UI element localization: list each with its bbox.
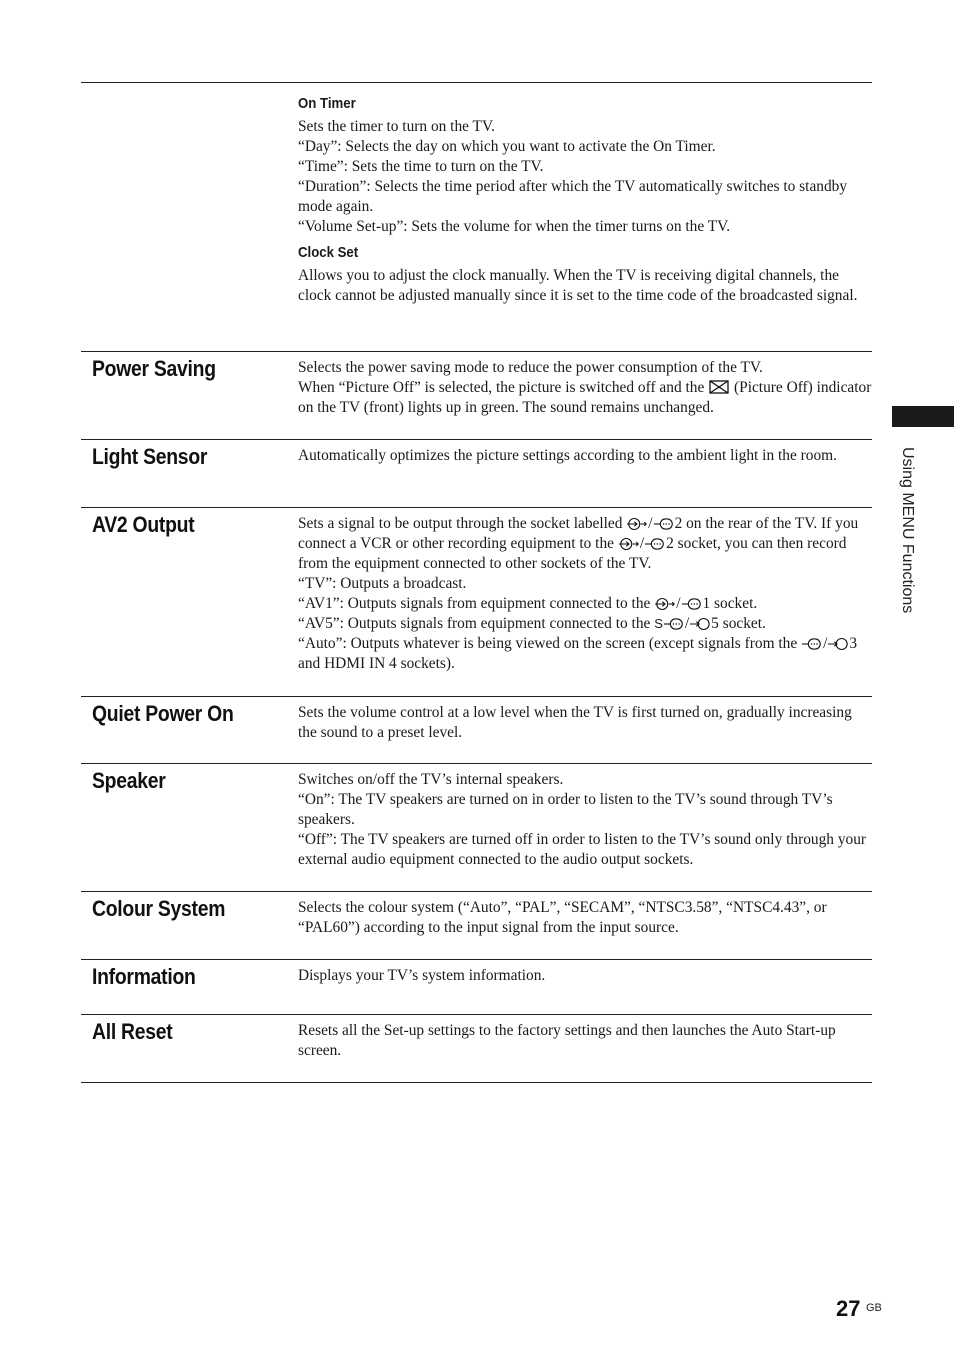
av2-text: Sets a signal to be output through the socket labelled	[298, 515, 623, 532]
information-title: Information	[92, 964, 196, 989]
information-text: Displays your TV’s system information.	[298, 967, 546, 984]
all-reset-text: Resets all the Set-up settings to the factory settings and then launches the Auto Start-up screen.	[298, 1022, 836, 1059]
on-timer-heading: On Timer	[298, 95, 356, 112]
colour-system-text: Selects the colour system (“Auto”, “PAL”, “SECAM”, “NTSC3.58”, “NTSC4.43”, or “PAL60”) according to the input signal from the input source.	[298, 899, 827, 936]
av2-av1-option: 1 socket.	[702, 595, 758, 612]
component-out-icon	[801, 637, 823, 651]
colour-system-row	[81, 891, 872, 959]
power-saving-row	[81, 351, 872, 439]
information-row	[81, 959, 872, 1014]
clock-set-heading: Clock Set	[298, 244, 359, 261]
on-timer-line: Sets the timer to turn on the TV.	[298, 118, 495, 135]
speaker-row	[81, 763, 872, 891]
speaker-line: Switches on/off the TV’s internal speakers.	[298, 771, 564, 788]
av2-text: 2 on the rear of the TV. If you connect a VCR or other recording equipment to the	[298, 515, 859, 552]
light-sensor-text: Automatically optimizes the picture settings according to the ambient light in the room.	[298, 447, 837, 464]
av2-auto-option: 3 and HDMI IN 4 sockets).	[298, 635, 858, 672]
timer-row	[81, 82, 872, 351]
on-timer-line: “Volume Set-up”: Sets the volume for when the timer turns on the TV.	[298, 218, 731, 235]
scart-in-icon	[654, 597, 676, 611]
quiet-power-on-title: Quiet Power On	[92, 701, 234, 726]
power-saving-text: (Picture Off) indicator on the TV (front) lights up in green. The sound remains unchanged.	[298, 379, 872, 416]
av2-text: 2 socket, you can then record from the equipment connected to other sockets of the TV.	[298, 535, 847, 572]
av2-output-title: AV2 Output	[92, 512, 195, 537]
section-label: Using MENU Functions	[899, 447, 916, 614]
av2-av5-option: 5 socket.	[711, 615, 766, 632]
settings-table	[81, 82, 872, 1083]
on-timer-line: “Day”: Selects the day on which you want to activate the On Timer.	[298, 138, 716, 155]
scart-out-icon	[681, 597, 703, 611]
speaker-line: “On”: The TV speakers are turned on in order to listen to the TV’s sound through TV’s speakers.	[298, 791, 833, 828]
all-reset-row	[81, 1014, 872, 1083]
s-video-label: S	[654, 616, 663, 631]
page-suffix: GB	[866, 1302, 882, 1314]
av2-auto-option: “Auto”: Outputs whatever is being viewed on the screen (except signals from the	[298, 635, 798, 652]
colour-system-title: Colour System	[92, 896, 226, 921]
video-in-icon	[689, 617, 711, 631]
quiet-power-on-text: Sets the volume control at a low level when the TV is first turned on, gradually increasing the sound to a preset level.	[298, 704, 852, 741]
section-tab-marker	[892, 406, 954, 427]
quiet-power-on-row	[81, 696, 872, 763]
picture-off-icon	[708, 379, 730, 395]
s-video-icon	[663, 617, 685, 631]
component-in-icon	[827, 637, 849, 651]
av2-av5-option: “AV5”: Outputs signals from equipment connected to the	[298, 615, 651, 632]
scart-in-icon	[618, 537, 640, 551]
on-timer-line: “Time”: Sets the time to turn on the TV.	[298, 158, 544, 175]
speaker-title: Speaker	[92, 768, 166, 793]
power-saving-text: When “Picture Off” is selected, the picture is switched off and the	[298, 379, 705, 396]
av2-output-row: AV2 Output Sets a signal to be output through the socket labelled / 2 on the rear of the TV. If you connect a VCR or other recording equipment to the / 2 socket, you can then record from the equipment connected to other sockets of the TV. “TV”: Outputs a broadcast. “AV1”: Outputs signals from equipment connected to the / 1 socket. “AV5”: Outputs signals from equipment connected to the S / 5 socket. “Auto”: Outputs whatever is being viewed on the screen (except signals from the / 3 and HDMI IN 4 sockets).	[81, 507, 872, 696]
av2-av1-option: “AV1”: Outputs signals from equipment connected to the	[298, 595, 651, 612]
on-timer-line: “Duration”: Selects the time period after which the TV automatically switches to standby mode again.	[298, 178, 848, 215]
av2-tv-option: “TV”: Outputs a broadcast.	[298, 575, 467, 592]
speaker-line: “Off”: The TV speakers are turned off in order to listen to the TV’s sound only through your external audio equipment connected to the audio output sockets.	[298, 831, 867, 868]
scart-out-icon	[644, 537, 666, 551]
scart-in-icon	[626, 517, 648, 531]
power-saving-title: Power Saving	[92, 356, 216, 381]
light-sensor-row	[81, 439, 872, 507]
light-sensor-title: Light Sensor	[92, 444, 208, 469]
all-reset-title: All Reset	[92, 1019, 173, 1044]
power-saving-line: Selects the power saving mode to reduce the power consumption of the TV.	[298, 359, 763, 376]
clock-set-text: Allows you to adjust the clock manually. When the TV is receiving digital channels, the clock cannot be adjusted manually since it is set to the time code of the broadcasted signal.	[298, 267, 858, 304]
page-number: 27	[836, 1296, 861, 1321]
scart-out-icon	[653, 517, 675, 531]
